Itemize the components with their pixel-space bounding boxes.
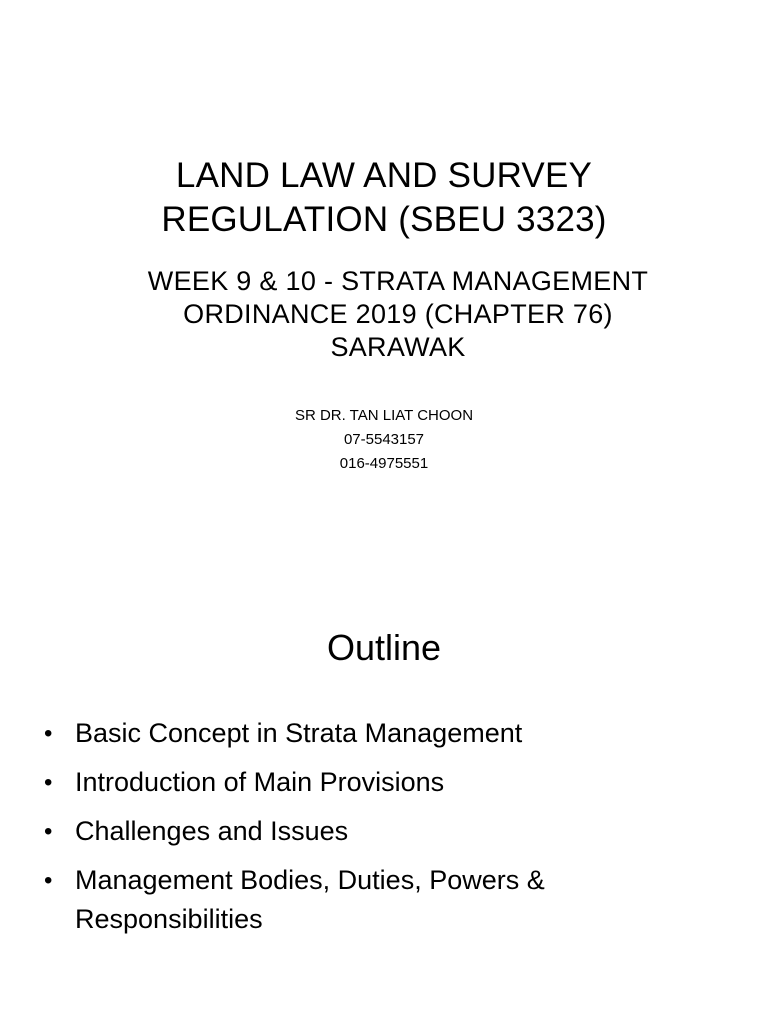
bullet-icon: • — [44, 720, 53, 747]
lecture-subtitle — [98, 265, 698, 364]
lecture-subtitle-text: WEEK 9 & 10 - STRATA MANAGEMENT ORDINANCE 2019 (CHAPTER 76) SARAWAK — [147, 266, 649, 362]
list-item-text: Management Bodies, Duties, Powers & Responsibilities — [75, 865, 545, 934]
lecturer-name: SR DR. TAN LIAT CHOON — [294, 407, 474, 424]
outline-slide — [0, 560, 768, 1024]
list-item — [44, 714, 744, 753]
list-item — [44, 861, 744, 939]
list-item — [44, 763, 744, 802]
list-item-text: Basic Concept in Strata Management — [75, 718, 523, 748]
lecturer-phone-1: 07-5543157 — [343, 431, 425, 448]
outline-list — [44, 714, 744, 949]
list-item-text: Challenges and Issues — [75, 816, 349, 846]
outline-title: Outline — [326, 627, 442, 668]
lecturer-phone-2: 016-4975551 — [339, 455, 429, 472]
list-item-text: Introduction of Main Provisions — [75, 767, 445, 797]
bullet-icon: • — [44, 818, 53, 845]
bullet-icon: • — [44, 769, 53, 796]
lecturer-contact — [0, 404, 768, 476]
bullet-icon: • — [44, 867, 53, 894]
course-title-text: LAND LAW AND SURVEY REGULATION (SBEU 3323) — [161, 156, 607, 239]
list-item — [44, 812, 744, 851]
course-title — [0, 154, 768, 242]
